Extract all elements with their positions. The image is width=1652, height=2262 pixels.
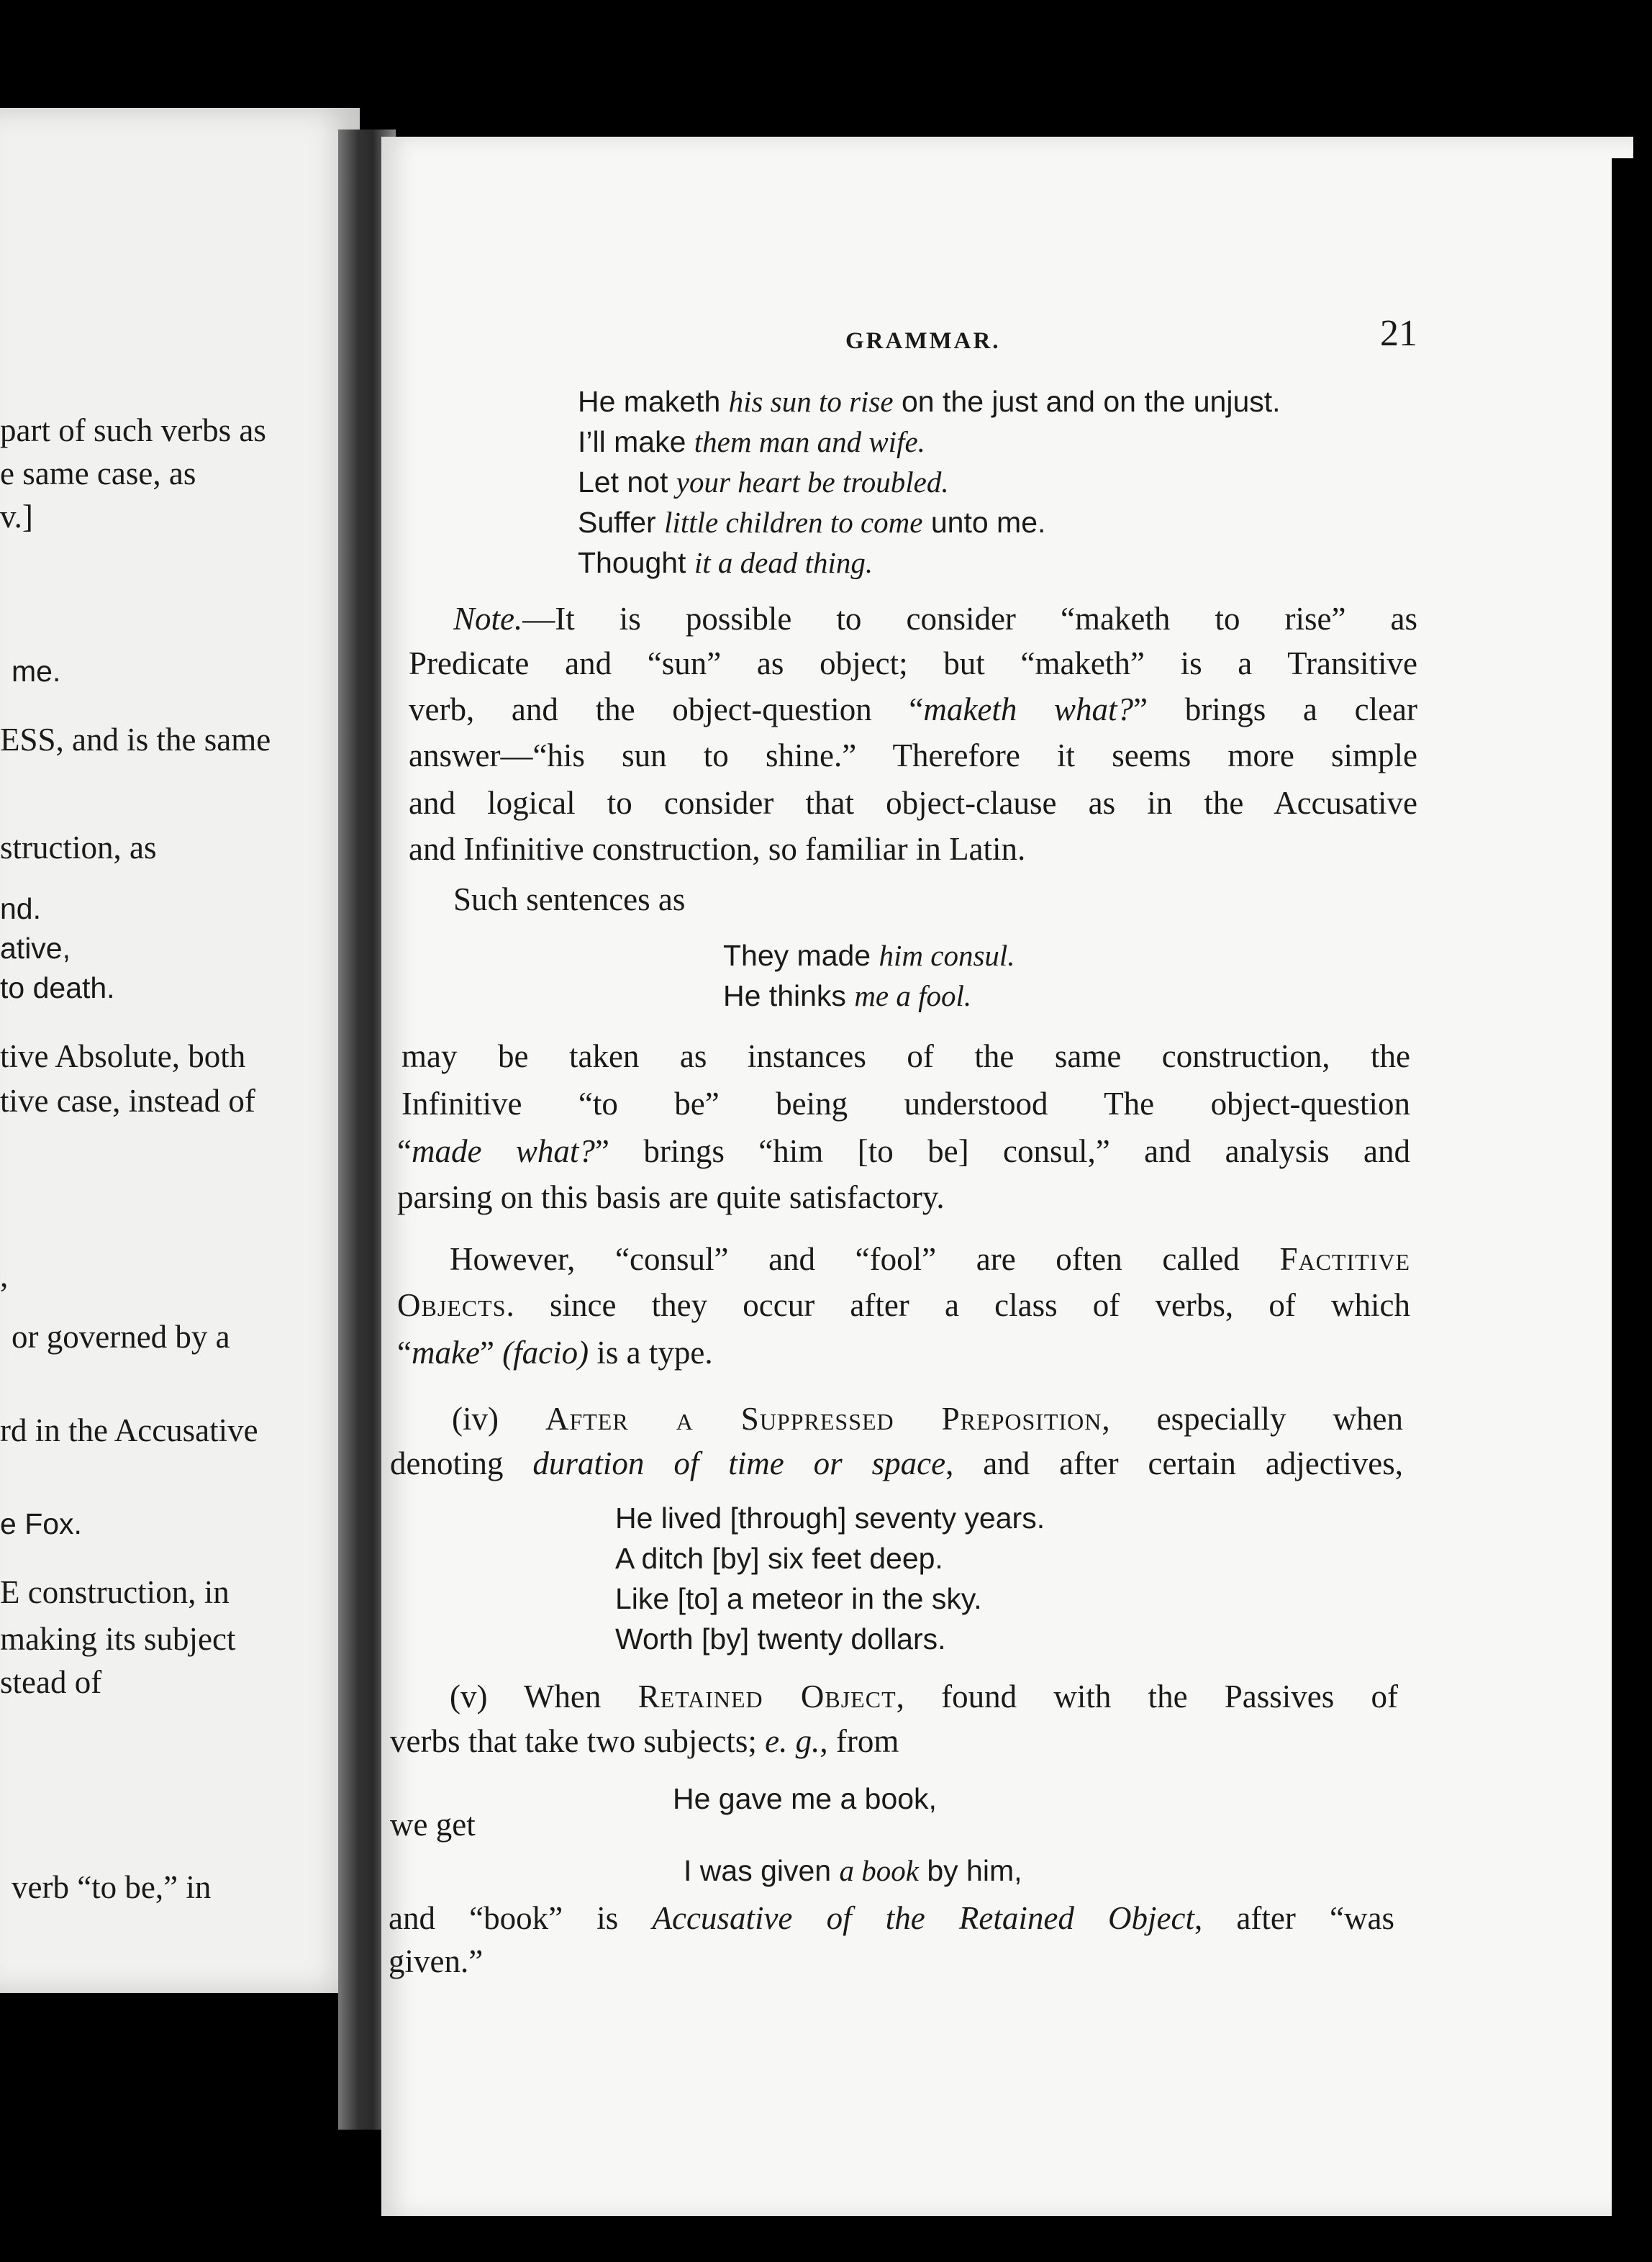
left-page-line: tive case, instead of	[0, 1083, 255, 1119]
note-line: and logical to consider that object-clause as in the Accusative	[409, 785, 1417, 821]
note-label: Note.	[453, 601, 523, 637]
left-page-line: tive Absolute, both	[0, 1038, 246, 1074]
note-line: answer—“his sun to shine.” Therefore it seems more simple	[409, 737, 1417, 773]
paragraph-line: may be taken as instances of the same construction, the	[401, 1038, 1410, 1074]
paragraph-line: “made what?” brings “him [to be] consul,” and analysis and	[397, 1133, 1410, 1169]
paragraph-line: verbs that take two subjects; e. g., from	[390, 1723, 899, 1759]
left-page-line: nd.	[0, 892, 41, 925]
example-line: He maketh his sun to rise on the just and on the unjust.	[578, 385, 1281, 418]
left-page-line: making its subject	[0, 1621, 236, 1657]
left-page-line: verb “to be,” in	[12, 1869, 212, 1905]
left-page-line: me.	[12, 655, 61, 688]
note-line: and Infinitive construction, so familiar in Latin.	[409, 831, 1026, 867]
example-line: They made him consul.	[723, 939, 1015, 972]
example-line: I’ll make them man and wife.	[578, 425, 925, 458]
such-sentences-line: Such sentences as	[453, 881, 686, 917]
example-line: He gave me a book,	[673, 1782, 937, 1815]
scan-border	[1612, 158, 1652, 2262]
page-number: 21	[1380, 313, 1417, 354]
paragraph-line: Infinitive “to be” being understood The object-question	[401, 1086, 1410, 1122]
paragraph-line: and “book” is Accusative of the Retained Object, after “was	[389, 1900, 1394, 1936]
example-line: I was given a book by him,	[684, 1854, 1022, 1887]
example-line: He thinks me a fool.	[723, 979, 972, 1012]
example-line: Like [to] a meteor in the sky.	[615, 1582, 982, 1615]
example-line: Let not your heart be troubled.	[578, 465, 949, 499]
left-page-line: to death.	[0, 971, 115, 1004]
running-title: GRAMMAR.	[845, 328, 1001, 354]
we-get-line: we get	[390, 1807, 476, 1843]
left-page-line: stead of	[0, 1664, 102, 1700]
example-line: Worth [by] twenty dollars.	[615, 1622, 946, 1655]
note-line: Predicate and “sun” as object; but “maketh” is a Transitive	[409, 645, 1417, 681]
paragraph-line: parsing on this basis are quite satisfactory.	[397, 1179, 945, 1215]
paragraph-line: denoting duration of time or space, and after certain adjectives,	[390, 1445, 1403, 1481]
left-page-line: ,	[0, 1258, 9, 1294]
left-page-line: v.]	[0, 499, 33, 535]
left-page-line: E construction, in	[0, 1574, 230, 1610]
paragraph-line: Objects. since they occur after a class of verbs, of which	[397, 1287, 1410, 1323]
left-page-line: ative,	[0, 932, 71, 965]
paragraph-line: “make” (facio) is a type.	[397, 1335, 713, 1371]
left-page-line: or governed by a	[12, 1319, 230, 1355]
paragraph-line: given.”	[389, 1943, 484, 1979]
example-line: Thought it a dead thing.	[578, 546, 873, 579]
paragraph-line: (v) When Retained Object, found with the Passives of	[450, 1679, 1398, 1714]
left-page-line: part of such verbs as	[0, 412, 266, 448]
paragraph-line: However, “consul” and “fool” are often called Factitive	[450, 1241, 1410, 1277]
paragraph-line: (iv) After a Suppressed Preposition, especially when	[452, 1401, 1403, 1437]
left-page-line: e Fox.	[0, 1507, 82, 1540]
left-page-line: rd in the Accusative	[0, 1412, 258, 1448]
left-page-line: struction, as	[0, 830, 157, 866]
example-line: He lived [through] seventy years.	[615, 1502, 1045, 1535]
left-page-line: ESS, and is the same	[0, 722, 271, 758]
note-line: Note.—It is possible to consider “maketh to rise” as	[453, 601, 1417, 637]
example-line: A ditch [by] six feet deep.	[615, 1542, 943, 1575]
note-line: verb, and the object-question “maketh what?” brings a clear	[409, 691, 1418, 727]
example-line: Suffer little children to come unto me.	[578, 506, 1046, 539]
left-page-line: e same case, as	[0, 455, 196, 491]
